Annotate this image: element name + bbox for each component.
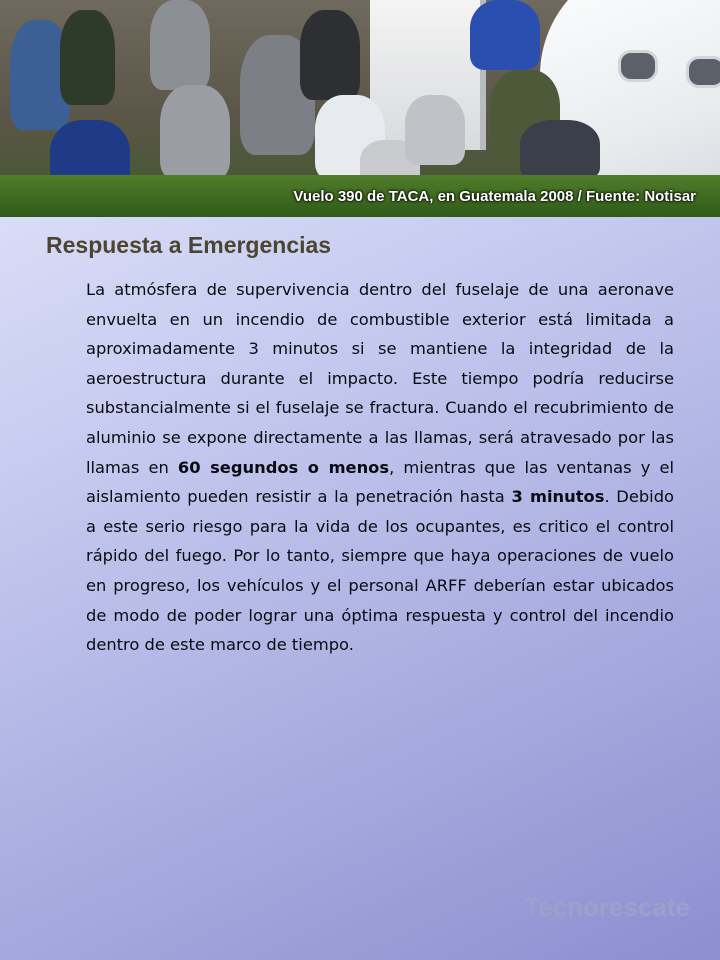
body-paragraph	[86, 275, 674, 660]
body-text-emphasis: 60 segundos o menos	[177, 457, 390, 477]
rescuer-figure	[160, 85, 230, 180]
brand-footer: Tecnorescate	[524, 892, 690, 922]
slide-title: Respuesta a Emergencias	[46, 232, 332, 258]
body-text-segment: , mientras que las ventanas y el aislamiento pueden resistir a la penetración hasta	[86, 457, 674, 507]
body-text-emphasis: 3 minutos	[511, 487, 605, 507]
rescuer-figure	[405, 95, 465, 165]
rescuer-figure	[300, 10, 360, 100]
photo-caption: Vuelo 390 de TACA, en Guatemala 2008 / Fuente: Notisar	[293, 188, 696, 205]
rescuer-figure	[520, 120, 600, 180]
aircraft-window	[686, 56, 720, 88]
header-photo	[0, 0, 720, 217]
body-text-segment: La atmósfera de supervivencia dentro del fuselaje de una aeronave envuelta en un incendio de combustible exterior está limitada a aproximadamente 3 minutos si se mantiene la integridad de la aeroestructura durante el impacto. Este tiempo podría reducirse substancialmente si el fuselaje se fractura. Cuando el recubrimiento de aluminio se expone directamente a las llamas, será atravesado por las llamas en	[86, 280, 674, 477]
aircraft-window	[618, 50, 658, 82]
rescuer-figure	[60, 10, 115, 105]
rescuer-figure	[150, 0, 210, 90]
body-text-segment: . Debido a este serio riesgo para la vida de los ocupantes, es critico el control rápido del fuego. Por lo tanto, siempre que haya operaciones de vuelo en progreso, los vehículos y el personal ARFF deberían estar ubicados de modo de poder lograr una óptima respuesta y control del incendio dentro de este marco de tiempo.	[86, 487, 675, 655]
rescuer-figure	[470, 0, 540, 70]
